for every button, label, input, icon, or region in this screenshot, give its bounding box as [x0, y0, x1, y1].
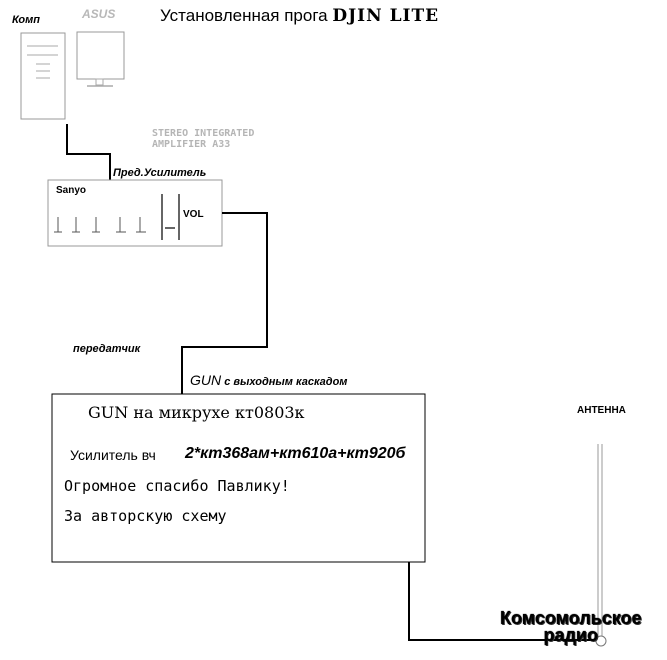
transmitter-box-title: GUN на микрухе кт0803к	[88, 403, 305, 422]
title-prefix: Установленная прога	[160, 6, 328, 25]
software-name: DJIN LITE	[332, 6, 440, 26]
antenna-label: АНТЕННА	[577, 405, 626, 416]
output-stage-label: с выходным каскадом	[224, 376, 348, 388]
pc-tower-icon	[21, 33, 65, 119]
preamplifier-label: Пред.Усилитель	[113, 167, 207, 179]
radio-line1: Комсомольское	[500, 608, 642, 628]
author-text: За авторскую схему	[64, 507, 227, 525]
amplifier-model-line2: AMPLIFIER A33	[152, 139, 231, 150]
radio-station-label	[500, 610, 642, 644]
pc-to-amplifier-cable	[67, 124, 110, 181]
radio-line2: радио	[543, 625, 598, 645]
transmitter-output-label	[190, 372, 347, 388]
monitor-brand-label: ASUS	[82, 7, 116, 21]
amplifier-model-line1: STEREO INTEGRATED	[152, 128, 255, 139]
rf-amplifier-parts: 2*кт368ам+кт610а+кт920б	[185, 445, 406, 462]
thanks-text: Огромное спасибо Павлику!	[64, 477, 290, 495]
amplifier-brand-label: Sanyo	[56, 185, 87, 196]
pc-label: Комп	[12, 14, 40, 26]
gun-label: GUN	[190, 372, 222, 388]
amplifier-model-label	[152, 128, 254, 150]
page-title	[160, 6, 439, 26]
rf-amplifier-label: Усилитель вч	[70, 447, 156, 463]
transmitter-label: передатчик	[73, 343, 141, 355]
monitor-icon	[77, 32, 124, 86]
volume-label: VOL	[183, 209, 204, 220]
